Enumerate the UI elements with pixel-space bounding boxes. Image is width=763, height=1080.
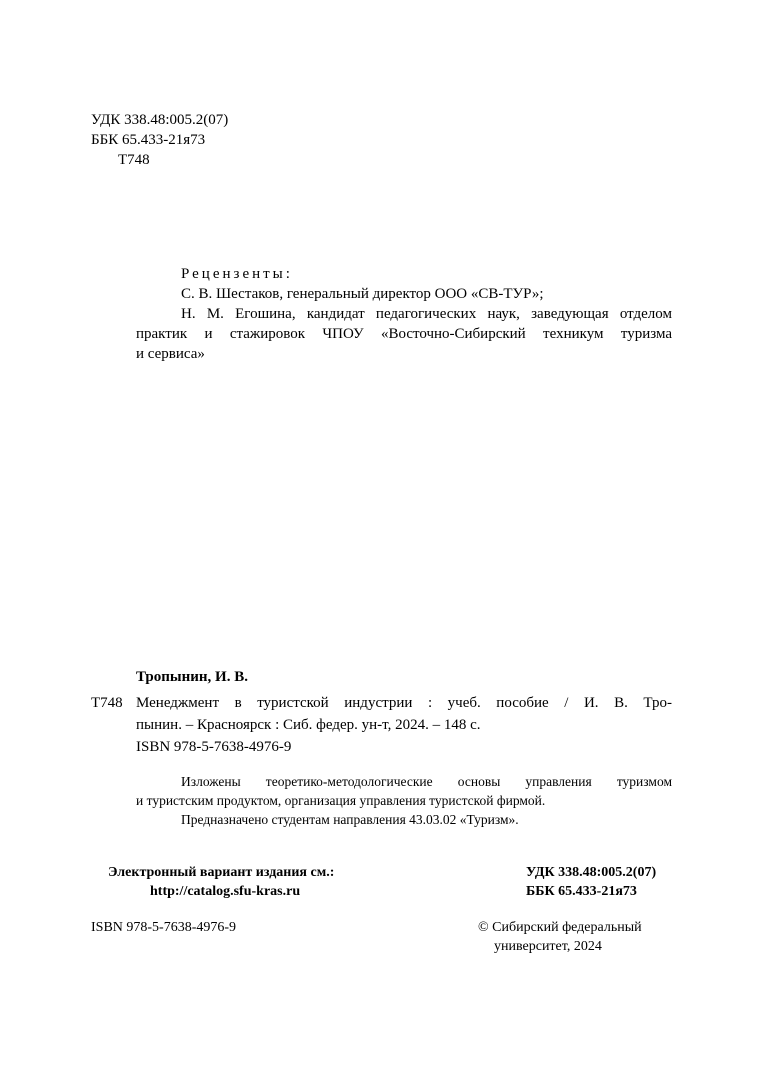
- footer-udk-code: УДК 338.48:005.2(07): [526, 865, 657, 880]
- copyright-line-2: университет, 2024: [494, 939, 602, 954]
- reviewer-2-line-1: Н. М. Егошина, кандидат педагогических наук, заведующая отделом: [181, 306, 672, 322]
- footer-bbk-code: ББК 65.433-21я73: [526, 884, 637, 899]
- catalog-description-line-2: пынин. – Красноярск : Сиб. федер. ун-т, 2024. – 148 с.: [136, 717, 481, 733]
- electronic-version-label: Электронный вариант издания см.:: [108, 865, 335, 880]
- reviewers-title: Рецензенты:: [181, 266, 293, 282]
- annotation-line-3: Предназначено студентам направления 43.03.02 «Туризм».: [181, 812, 519, 827]
- annotation-line-1: Изложены теоретико-методологические основы управления туризмом: [181, 774, 672, 789]
- catalog-description-line-1: Менеджмент в туристской индустрии : учеб. пособие / И. В. Тро-: [136, 695, 672, 711]
- author-mark: Т748: [118, 152, 150, 168]
- reviewer-2-line-2: практик и стажировок ЧПОУ «Восточно-Сибирский техникум туризма: [136, 326, 672, 342]
- catalog-mark: Т748: [91, 695, 123, 711]
- footer-isbn: ISBN 978-5-7638-4976-9: [91, 920, 237, 935]
- catalog-author: Тропынин, И. В.: [136, 669, 248, 685]
- udk-code: УДК 338.48:005.2(07): [91, 112, 229, 128]
- bbk-code: ББК 65.433-21я73: [91, 132, 206, 148]
- electronic-version-link[interactable]: http://catalog.sfu-kras.ru: [150, 884, 301, 899]
- annotation-line-2: и туристским продуктом, организация управления туристской фирмой.: [136, 793, 546, 808]
- reviewer-1: С. В. Шестаков, генеральный директор ООО «СВ-ТУР»;: [181, 286, 544, 302]
- catalog-isbn: ISBN 978-5-7638-4976-9: [136, 739, 292, 755]
- reviewer-2-line-3: и сервиса»: [136, 346, 205, 362]
- copyright-line-1: © Сибирский федеральный: [478, 920, 642, 935]
